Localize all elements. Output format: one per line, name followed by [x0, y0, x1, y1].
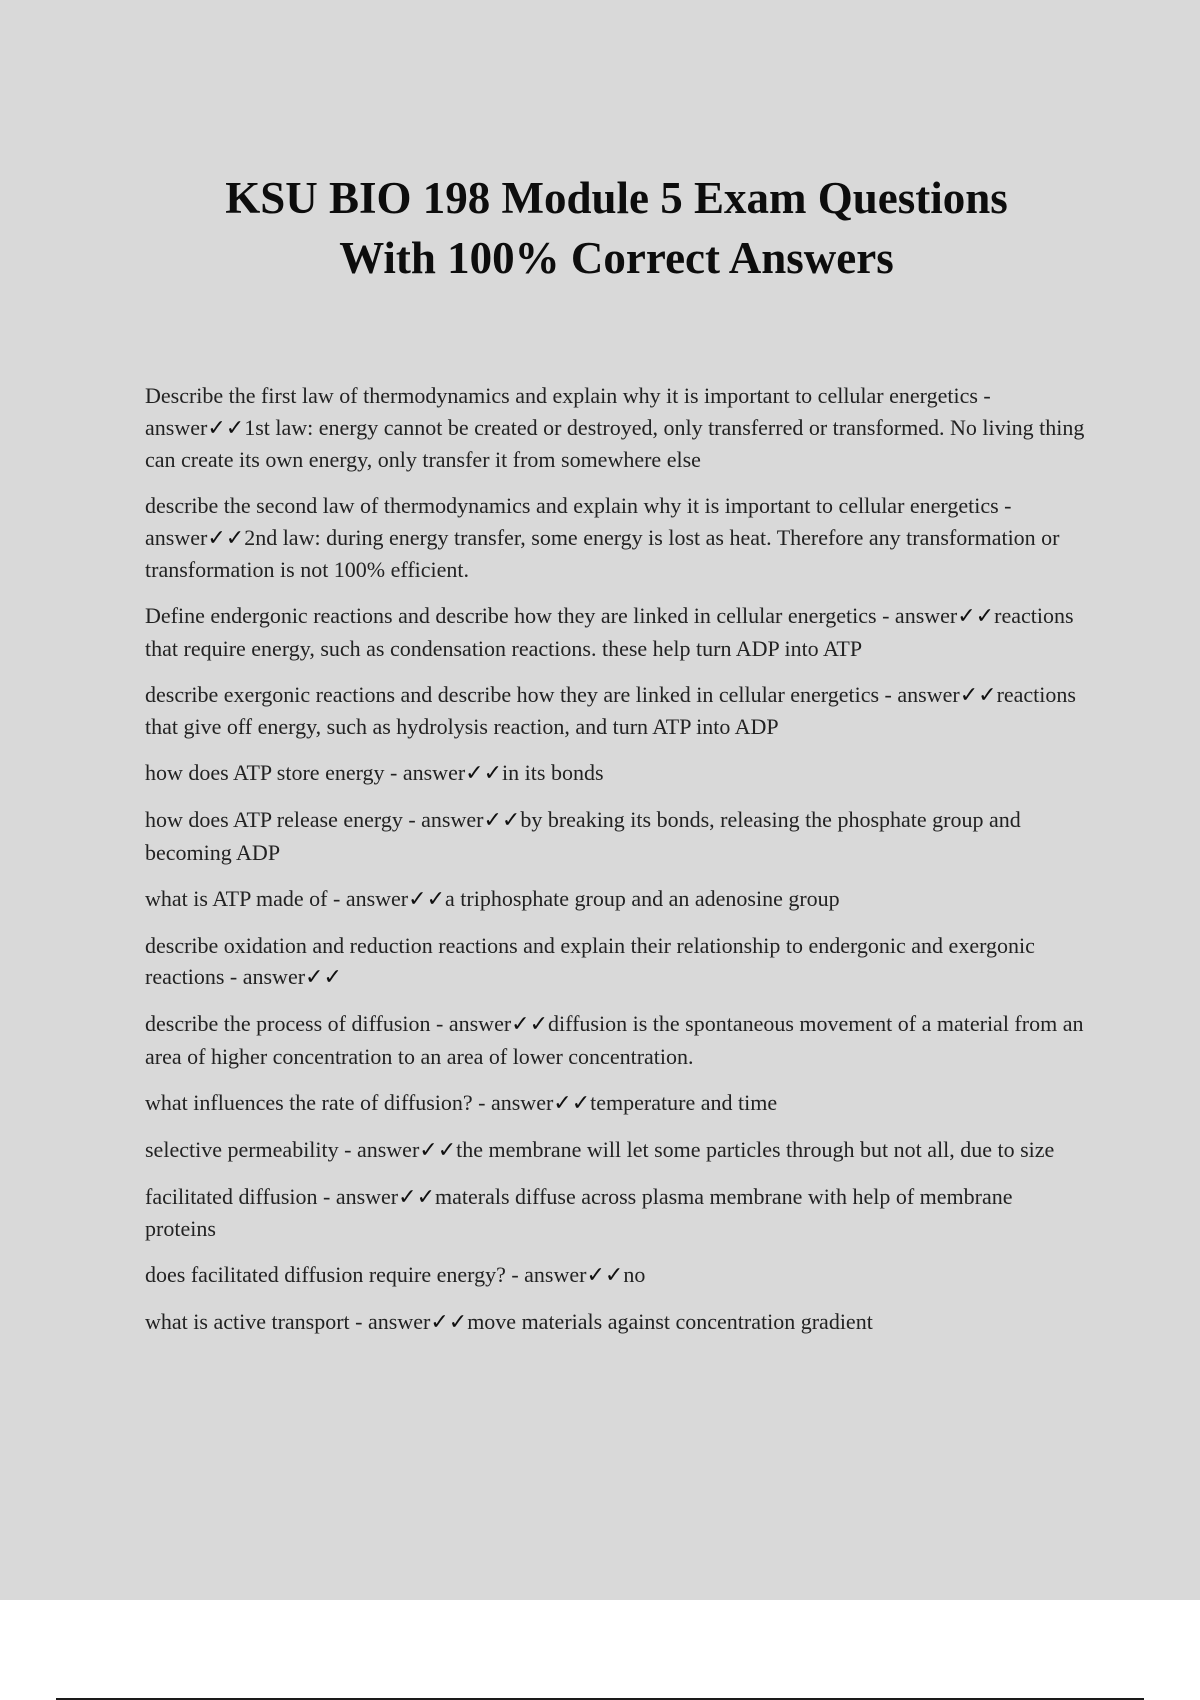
double-check-icon: ✓✓ — [207, 415, 245, 441]
answer-separator: - answer — [472, 1089, 554, 1115]
qa-item — [145, 1008, 1085, 1072]
answer-text: 1st law: energy cannot be created or destroyed, only transferred or transformed. No living thing can create its own energy, only transfer it from somewhere else — [145, 414, 1085, 472]
question-text: what is ATP made of — [145, 885, 328, 911]
qa-item — [145, 679, 1085, 743]
double-check-icon: ✓✓ — [959, 682, 997, 708]
double-check-icon: ✓✓ — [430, 1310, 468, 1335]
answer-text: diffusion is the spontaneous movement of a material from an area of higher concentration to an area of lower concentration. — [145, 1011, 1084, 1069]
answer-text: in its bonds — [502, 760, 604, 785]
qa-item — [145, 490, 1085, 586]
qa-list — [145, 380, 1085, 1339]
answer-separator: - answer — [349, 1309, 431, 1334]
document-title — [120, 168, 1113, 288]
double-check-icon: ✓✓ — [465, 761, 503, 786]
qa-item — [145, 600, 1085, 664]
double-check-icon: ✓✓ — [586, 1263, 624, 1288]
double-check-icon: ✓✓ — [553, 1090, 591, 1116]
answer-text: 2nd law: during energy transfer, some energy is lost as heat. Therefore any transformation or transformation is not 100% efficient. — [145, 524, 1060, 582]
qa-item — [145, 930, 1085, 994]
double-check-icon: ✓✓ — [398, 1184, 436, 1210]
qa-item — [145, 883, 1085, 916]
answer-separator: - answer — [338, 1136, 420, 1162]
qa-item — [145, 1259, 1085, 1292]
qa-item — [145, 1087, 1085, 1120]
question-text: Define endergonic reactions and describe how they are linked in cellular energetics — [145, 603, 877, 628]
question-text: selective permeability — [145, 1136, 339, 1162]
double-check-icon: ✓✓ — [207, 525, 245, 551]
title-line-1: KSU BIO 198 Module 5 Exam Questions — [225, 173, 1008, 223]
answer-text: materals diffuse across plasma membrane with help of membrane proteins — [145, 1183, 1013, 1241]
qa-item — [145, 757, 1085, 790]
answer-separator: - answer — [505, 1262, 587, 1287]
answer-separator: - answer — [876, 603, 958, 628]
question-text: how does ATP store energy — [145, 760, 385, 785]
answer-separator: - answer — [402, 807, 484, 832]
question-text: describe oxidation and reduction reactions and explain their relationship to endergonic and exergonic reactions — [145, 932, 1035, 989]
qa-item — [145, 1181, 1085, 1245]
answer-separator: - answer — [145, 493, 1012, 550]
qa-item — [145, 804, 1085, 868]
answer-text: move materials against concentration gradient — [467, 1309, 873, 1334]
answer-text: temperature and time — [590, 1089, 778, 1115]
answer-text: no — [623, 1262, 646, 1287]
answer-text: reactions that require energy, such as condensation reactions. these help turn ADP into ATP — [145, 603, 1074, 661]
title-line-2: With 100% Correct Answers — [339, 233, 894, 283]
answer-text: reactions that give off energy, such as hydrolysis reaction, and turn ATP into ADP — [145, 681, 1076, 739]
question-text: how does ATP release energy — [145, 807, 403, 832]
answer-separator: - answer — [384, 760, 466, 785]
double-check-icon: ✓✓ — [511, 1012, 549, 1037]
answer-separator: - answer — [145, 383, 991, 440]
answer-separator: - answer — [224, 964, 306, 989]
double-check-icon: ✓✓ — [419, 1137, 457, 1163]
answer-separator: - answer — [430, 1011, 512, 1036]
answer-text: by breaking its bonds, releasing the phosphate group and becoming ADP — [145, 807, 1021, 865]
qa-item — [145, 1306, 1085, 1339]
question-text: describe the process of diffusion — [145, 1011, 431, 1036]
question-text: describe exergonic reactions and describe how they are linked in cellular energetics — [145, 681, 880, 707]
double-check-icon: ✓✓ — [483, 808, 521, 833]
answer-separator: - answer — [879, 681, 960, 707]
question-text: does facilitated diffusion require energy? — [145, 1262, 506, 1287]
question-text: Describe the first law of thermodynamics and explain why it is important to cellular energetics — [145, 383, 978, 408]
qa-item — [145, 1134, 1085, 1167]
double-check-icon: ✓✓ — [957, 604, 995, 629]
double-check-icon: ✓✓ — [408, 886, 446, 912]
qa-item — [145, 380, 1085, 476]
question-text: facilitated diffusion — [145, 1183, 318, 1209]
double-check-icon: ✓✓ — [305, 965, 342, 990]
question-text: what influences the rate of diffusion? — [145, 1089, 473, 1115]
answer-separator: - answer — [327, 885, 409, 911]
answer-text: the membrane will let some particles through but not all, due to size — [456, 1136, 1055, 1162]
question-text: describe the second law of thermodynamics and explain why it is important to cellular energetics — [145, 493, 999, 518]
question-text: what is active transport — [145, 1309, 350, 1334]
answer-separator: - answer — [317, 1183, 399, 1209]
answer-text: a triphosphate group and an adenosine group — [445, 885, 840, 911]
